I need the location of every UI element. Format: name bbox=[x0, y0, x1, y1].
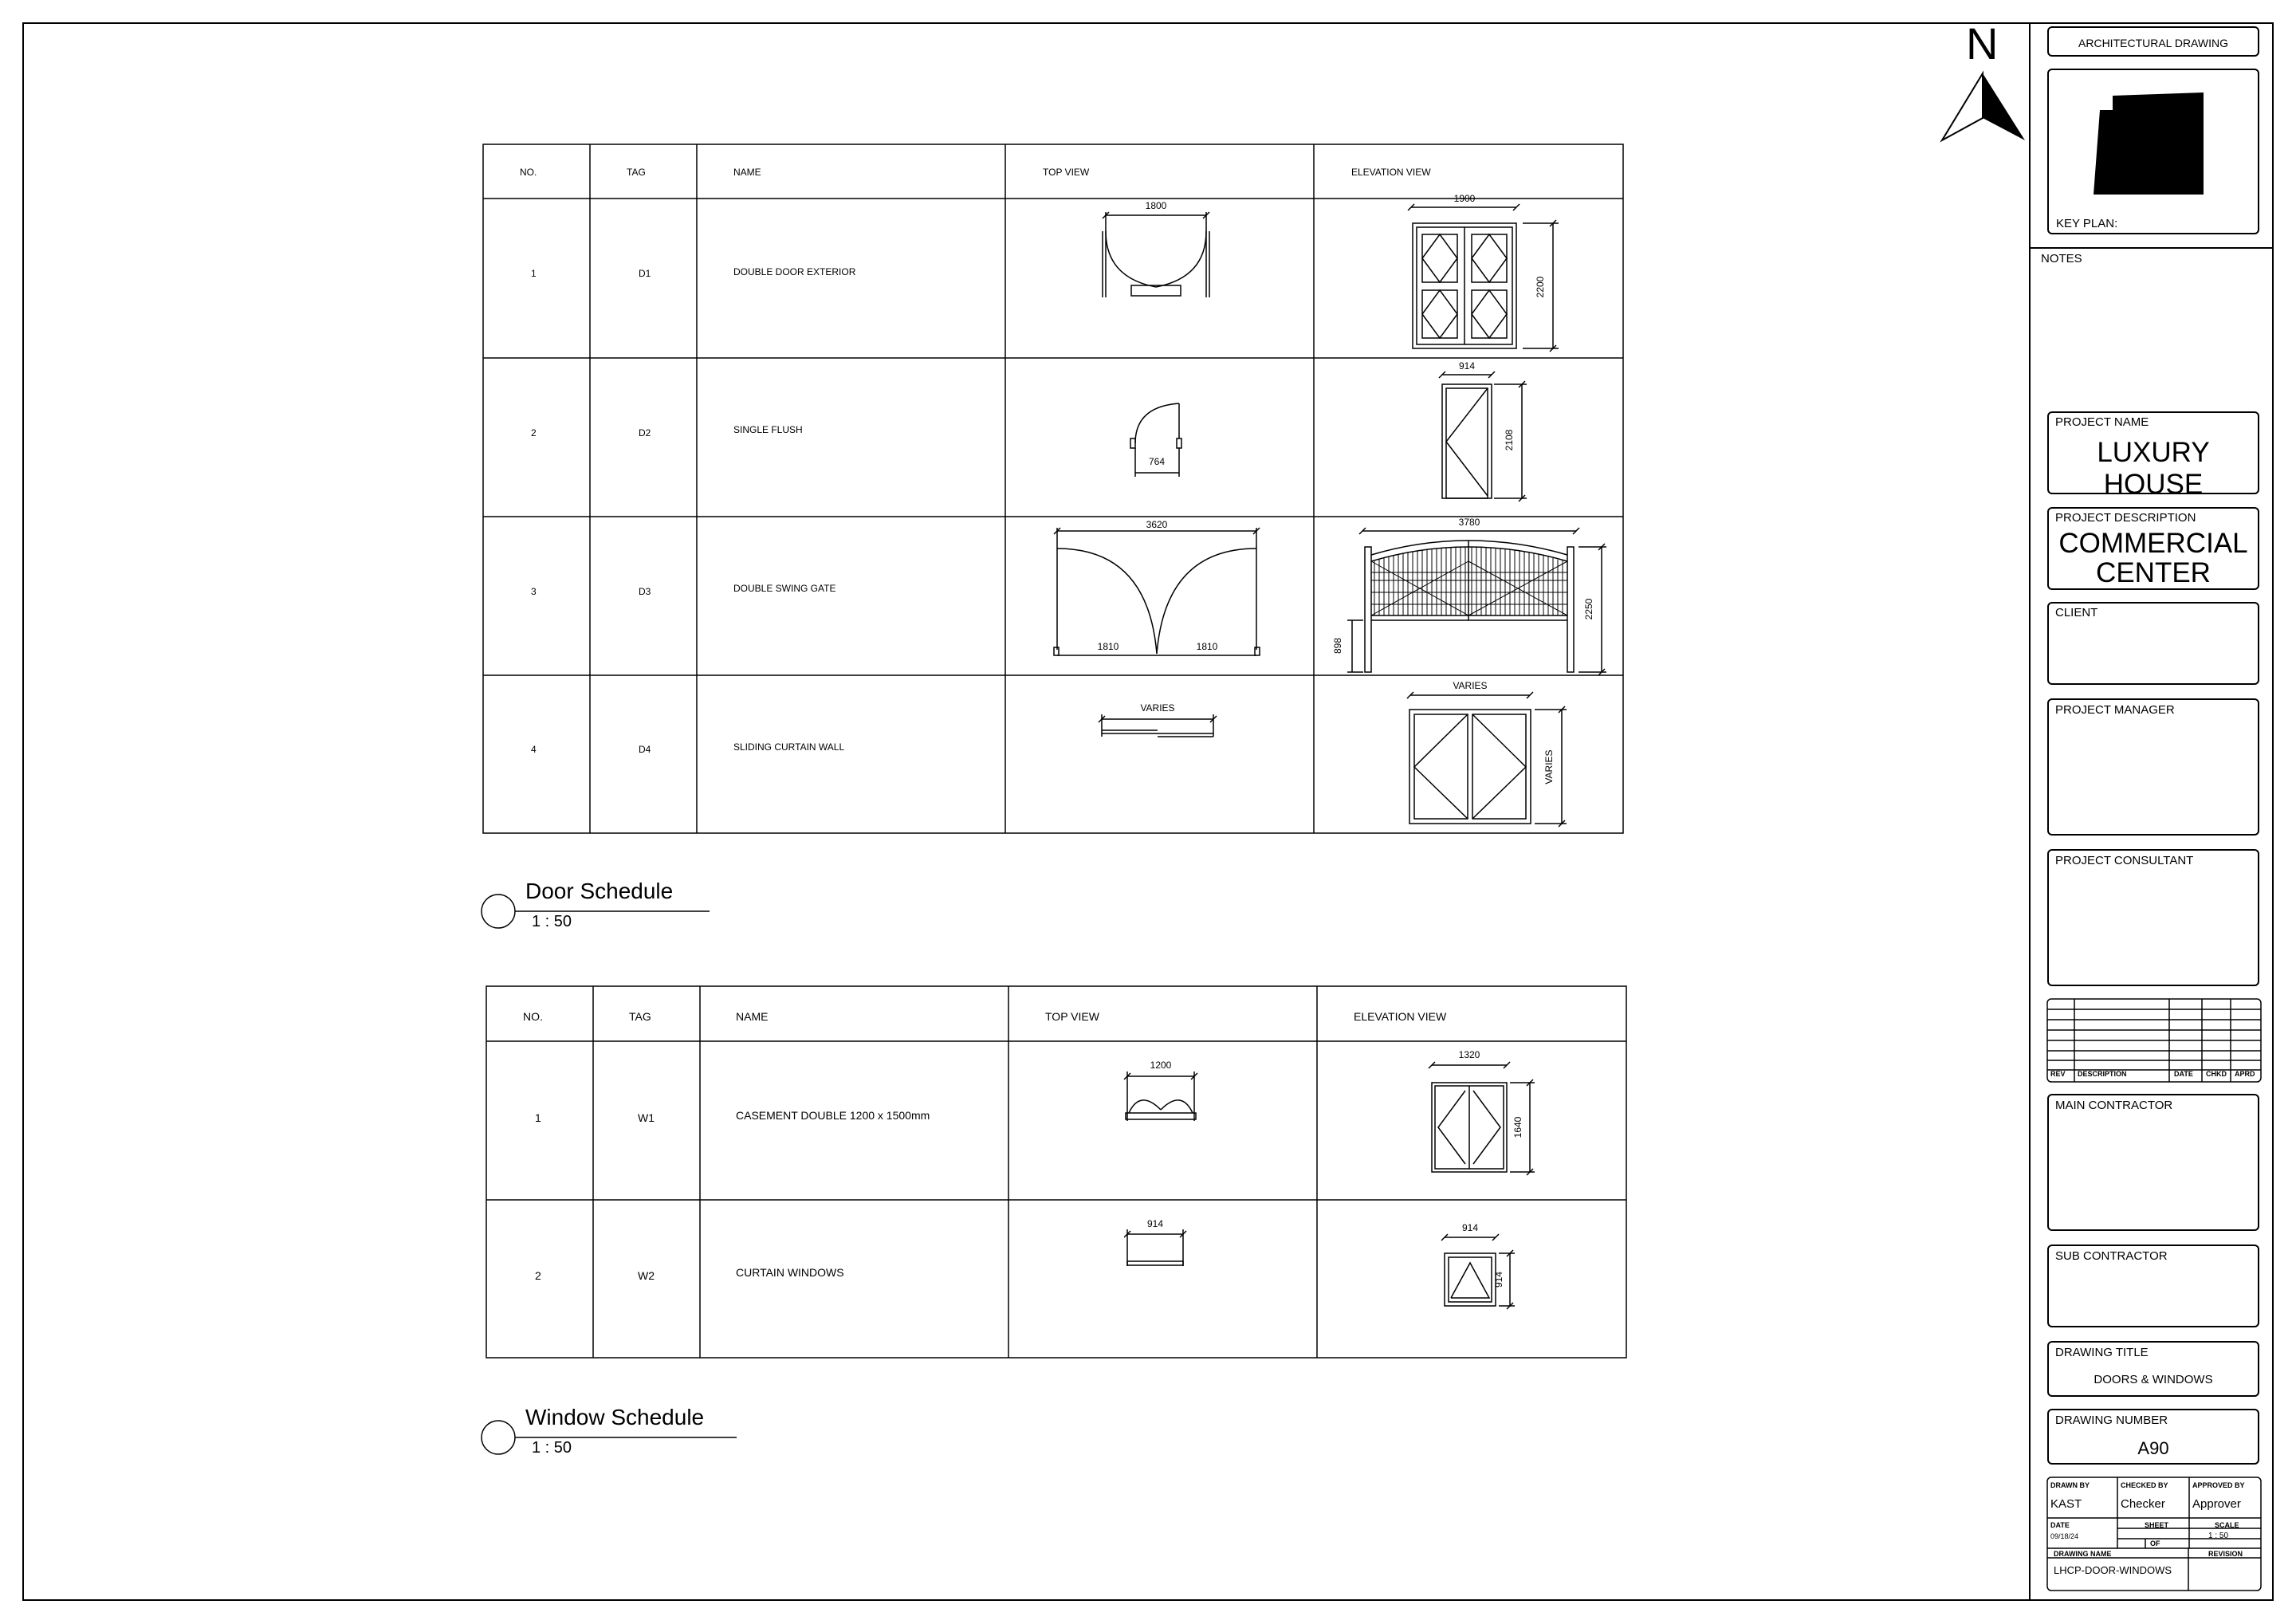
project-manager-label: PROJECT MANAGER bbox=[2055, 703, 2175, 717]
date-value: 09/18/24 bbox=[2050, 1532, 2079, 1540]
drawn-by-value: KAST bbox=[2050, 1497, 2082, 1511]
door-row-2-name: SINGLE FLUSH bbox=[733, 424, 803, 435]
door-row-4-no: 4 bbox=[531, 744, 537, 755]
drawing-name-label: DRAWING NAME bbox=[2054, 1550, 2112, 1558]
key-plan-icon bbox=[2089, 88, 2208, 199]
door-d1-top-dim: 1800 bbox=[1145, 200, 1167, 211]
door-d3-elev-height: 2250 bbox=[1583, 598, 1594, 620]
door-d3-elev-post: 898 bbox=[1332, 637, 1343, 655]
door-d4-elev-width: VARIES bbox=[1453, 680, 1488, 691]
door-d2-elev-height: 2108 bbox=[1504, 429, 1515, 451]
project-description-label: PROJECT DESCRIPTION bbox=[2055, 511, 2196, 525]
door-d2-elev-width: 914 bbox=[1458, 360, 1476, 372]
drawn-by-label: DRAWN BY bbox=[2050, 1481, 2090, 1489]
drawing-title-value: DOORS & WINDOWS bbox=[2094, 1373, 2213, 1386]
window-header-elevation-view: ELEVATION VIEW bbox=[1354, 1010, 1447, 1023]
window-row-1-name: CASEMENT DOUBLE 1200 x 1500mm bbox=[736, 1109, 930, 1122]
door-row-3-name: DOUBLE SWING GATE bbox=[733, 583, 836, 594]
project-consultant-label: PROJECT CONSULTANT bbox=[2055, 854, 2194, 867]
project-description-line2: CENTER bbox=[2096, 557, 2211, 588]
project-name-value: LUXURY HOUSE bbox=[2097, 437, 2210, 500]
window-w1-elev-width: 1320 bbox=[1458, 1049, 1480, 1060]
window-schedule-title: Window Schedule bbox=[525, 1405, 705, 1429]
door-schedule-scale: 1 : 50 bbox=[532, 913, 572, 930]
window-w2-elevation-drawing bbox=[1435, 1218, 1523, 1314]
door-d3-top-left: 1810 bbox=[1097, 641, 1119, 652]
door-d4-top-dim: VARIES bbox=[1140, 702, 1175, 714]
sub-contractor-label: SUB CONTRACTOR bbox=[2055, 1249, 2168, 1263]
revision-header-aprd: APRD bbox=[2235, 1070, 2255, 1078]
window-row-2-name: CURTAIN WINDOWS bbox=[736, 1266, 844, 1279]
window-row-2-tag: W2 bbox=[638, 1269, 655, 1282]
project-description-line1: COMMERCIAL bbox=[2058, 528, 2248, 559]
door-header-tag: TAG bbox=[627, 167, 646, 178]
sheet-of: OF bbox=[2150, 1539, 2160, 1547]
door-d1-elev-width: 1900 bbox=[1453, 193, 1476, 204]
door-d2-top-dim: 764 bbox=[1148, 456, 1166, 467]
project-manager-box bbox=[2047, 698, 2259, 836]
window-schedule-scale: 1 : 50 bbox=[532, 1439, 572, 1457]
project-name-label: PROJECT NAME bbox=[2055, 415, 2149, 429]
revision-header-rev: REV bbox=[2050, 1070, 2066, 1078]
checked-by-value: Checker bbox=[2121, 1497, 2165, 1511]
main-contractor-box bbox=[2047, 1094, 2259, 1231]
revision-label: REVISION bbox=[2208, 1550, 2243, 1558]
client-label: CLIENT bbox=[2055, 606, 2098, 619]
window-w1-elev-height: 1640 bbox=[1512, 1116, 1523, 1138]
window-header-name: NAME bbox=[736, 1010, 769, 1023]
key-plan-label: KEY PLAN: bbox=[2056, 217, 2118, 230]
door-header-elevation-view: ELEVATION VIEW bbox=[1351, 167, 1431, 178]
door-row-4-name: SLIDING CURTAIN WALL bbox=[733, 741, 845, 753]
window-row-1-no: 1 bbox=[535, 1111, 541, 1124]
door-row-4-tag: D4 bbox=[639, 744, 651, 755]
window-w1-top-dim: 1200 bbox=[1150, 1060, 1172, 1071]
door-schedule-title: Door Schedule bbox=[525, 879, 674, 903]
window-header-no: NO. bbox=[523, 1010, 543, 1023]
window-w2-elev-width: 914 bbox=[1461, 1222, 1479, 1233]
project-consultant-box bbox=[2047, 849, 2259, 986]
window-w2-elev-height: 914 bbox=[1493, 1271, 1504, 1288]
door-header-top-view: TOP VIEW bbox=[1043, 167, 1090, 178]
window-header-top-view: TOP VIEW bbox=[1045, 1010, 1099, 1023]
drawing-title-label: DRAWING TITLE bbox=[2055, 1346, 2149, 1359]
door-d1-elev-height: 2200 bbox=[1535, 276, 1546, 298]
north-arrow-icon bbox=[1937, 70, 2030, 145]
north-label: N bbox=[1966, 18, 1999, 69]
door-row-2-no: 2 bbox=[531, 427, 537, 438]
scale-value: 1 : 50 bbox=[2208, 1532, 2229, 1540]
window-row-1-tag: W1 bbox=[638, 1111, 655, 1124]
drawing-number-label: DRAWING NUMBER bbox=[2055, 1414, 2168, 1427]
title-block-header: ARCHITECTURAL DRAWING bbox=[2078, 37, 2228, 49]
revision-header-chkd: CHKD bbox=[2206, 1070, 2227, 1078]
door-row-2-tag: D2 bbox=[639, 427, 651, 438]
door-header-name: NAME bbox=[733, 167, 761, 178]
door-row-3-tag: D3 bbox=[639, 586, 651, 597]
window-row-2-no: 2 bbox=[535, 1269, 541, 1282]
revision-header-description: DESCRIPTION bbox=[2078, 1070, 2127, 1078]
door-d3-elev-width: 3780 bbox=[1458, 517, 1480, 528]
window-w2-top-dim: 914 bbox=[1146, 1218, 1164, 1229]
main-contractor-label: MAIN CONTRACTOR bbox=[2055, 1099, 2173, 1112]
date-label: DATE bbox=[2050, 1521, 2070, 1529]
door-d3-top-dim: 3620 bbox=[1146, 519, 1168, 530]
revision-header-date: DATE bbox=[2174, 1070, 2193, 1078]
door-row-3-no: 3 bbox=[531, 586, 537, 597]
door-row-1-no: 1 bbox=[531, 268, 537, 279]
door-row-1-name: DOUBLE DOOR EXTERIOR bbox=[733, 266, 856, 277]
sheet-label: SHEET bbox=[2145, 1521, 2169, 1529]
title-block-divider bbox=[2029, 22, 2031, 1601]
window-w1-elevation-drawing bbox=[1419, 1044, 1539, 1180]
door-d4-elev-height: VARIES bbox=[1543, 749, 1555, 784]
window-header-tag: TAG bbox=[629, 1010, 651, 1023]
door-header-no: NO. bbox=[520, 167, 537, 178]
window-w2-top-view-drawing bbox=[1124, 1217, 1188, 1272]
window-w1-top-view-drawing bbox=[1116, 1057, 1212, 1129]
drawing-name-value: LHCP-DOOR-WINDOWS bbox=[2054, 1564, 2172, 1576]
approved-by-label: APPROVED BY bbox=[2192, 1481, 2245, 1489]
door-row-1-tag: D1 bbox=[639, 268, 651, 279]
door-d3-top-right: 1810 bbox=[1196, 641, 1218, 652]
notes-divider-top bbox=[2031, 247, 2274, 249]
approved-by-value: Approver bbox=[2192, 1497, 2241, 1511]
drawing-number-value: A90 bbox=[2137, 1438, 2169, 1458]
notes-label: NOTES bbox=[2041, 252, 2082, 265]
scale-label: SCALE bbox=[2215, 1521, 2239, 1529]
checked-by-label: CHECKED BY bbox=[2121, 1481, 2168, 1489]
